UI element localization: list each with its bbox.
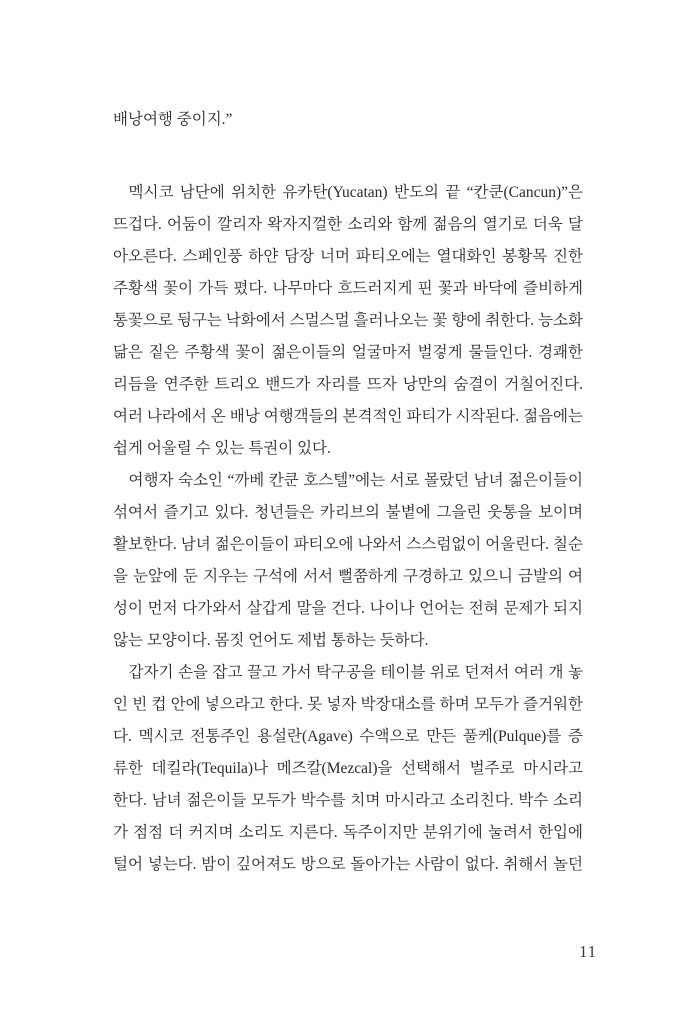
text-line: 아오른다. 스페인풍 하얀 담장 너머 파티오에는 열대화인 봉황목 진한 <box>113 248 583 265</box>
text-line: 가 점점 더 커지며 소리도 지른다. 독주이지만 분위기에 눌려서 한입에 <box>113 824 583 841</box>
text-line: 갑자기 손을 잡고 끌고 가서 탁구공을 테이블 위로 던져서 여러 개 놓 <box>128 664 583 681</box>
text-line: 을 눈앞에 둔 지우는 구석에 서서 뻘쭘하게 구경하고 있으니 금발의 여 <box>113 568 583 585</box>
text-line: 않는 모양이다. 몸짓 언어도 제법 통하는 듯하다. <box>113 632 429 649</box>
text-line: 여행자 숙소인 “까베 칸쿤 호스텔”에는 서로 몰랐던 남녀 젊은이들이 <box>128 472 583 489</box>
text-line: 한다. 남녀 젊은이들 모두가 박수를 치며 마시라고 소리친다. 박수 소리 <box>113 792 583 809</box>
text-line: 멕시코 남단에 위치한 유카탄(Yucatan) 반도의 끝 “칸쿤(Cancun)”은 <box>128 184 583 201</box>
text-line: 여러 나라에서 온 배낭 여행객들의 본격적인 파티가 시작된다. 젊음에는 <box>113 408 583 425</box>
text-line: 뜨겁다. 어둠이 깔리자 왁자지껄한 소리와 함께 젊음의 열기로 더욱 달 <box>113 216 583 233</box>
text-line: 통꽃으로 뒹구는 낙화에서 스멀스멀 흘러나오는 꽃 향에 취한다. 능소화 <box>113 312 583 329</box>
paragraph <box>113 657 583 881</box>
text-line: 주황색 꽃이 가득 폈다. 나무마다 흐드러지게 핀 꽃과 바닥에 즐비하게 <box>113 280 583 297</box>
page-text <box>113 104 583 881</box>
text-line: 다. 멕시코 전통주인 용설란(Agave) 수액으로 만든 풀케(Pulque)를 증 <box>113 728 583 745</box>
paragraph <box>113 465 583 657</box>
page-number: 11 <box>579 942 597 961</box>
text-line: 섞여서 즐기고 있다. 청년들은 카리브의 불볕에 그을린 웃통을 보이며 <box>113 504 583 521</box>
text-line: 배낭여행 중이지.” <box>113 111 233 128</box>
text-line: 닮은 짙은 주황색 꽃이 젊은이들의 얼굴마저 벌겋게 물들인다. 경쾌한 <box>113 344 583 361</box>
text-line: 활보한다. 남녀 젊은이들이 파티오에 나와서 스스럼없이 어울린다. 칠순 <box>113 536 583 553</box>
paragraph <box>113 104 583 136</box>
text-line: 털어 넣는다. 밤이 깊어져도 방으로 돌아가는 사람이 없다. 취해서 놀던 <box>113 856 583 873</box>
text-line: 류한 데킬라(Tequila)나 메즈칼(Mezcal)을 선택해서 벌주로 마시라고 <box>113 760 583 777</box>
text-line: 성이 먼저 다가와서 살갑게 말을 건다. 나이나 언어는 전혀 문제가 되지 <box>113 600 583 617</box>
text-line: 쉽게 어울릴 수 있는 특권이 있다. <box>113 440 331 457</box>
text-line: 인 빈 컵 안에 넣으라고 한다. 못 넣자 박장대소를 하며 모두가 즐거워한 <box>113 696 583 713</box>
paragraph <box>113 177 583 465</box>
text-line: 리듬을 연주한 트리오 밴드가 자리를 뜨자 낭만의 숨결이 거칠어진다. <box>113 376 583 393</box>
